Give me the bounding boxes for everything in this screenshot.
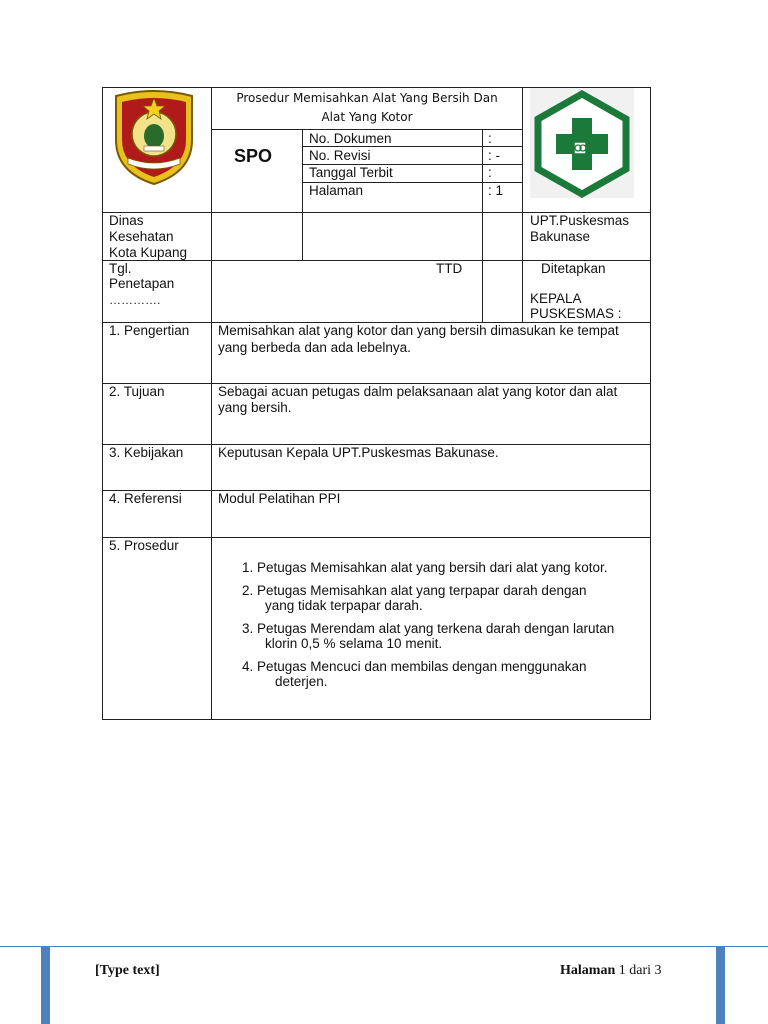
section-text-pengertian-2: yang berbeda dan ada lebelnya. xyxy=(218,340,411,355)
footer-rule xyxy=(0,940,768,1024)
section-label-kebijakan: 3. Kebijakan xyxy=(109,445,184,460)
ditetapkan-label: Ditetapkan xyxy=(541,261,606,276)
title-line-2: Alat Yang Kotor xyxy=(321,110,413,124)
procedure-step-3-line-1: 3. Petugas Merendam alat yang terkena darah dengan larutan xyxy=(242,621,615,636)
section-label-pengertian: 1. Pengertian xyxy=(109,323,190,338)
meta-label-dokumen: No. Dokumen xyxy=(309,131,392,146)
section-text-kebijakan: Keputusan Kepala UPT.Puskesmas Bakunase. xyxy=(218,445,499,460)
meta-label-tanggal: Tanggal Terbit xyxy=(309,165,393,180)
procedure-step-1: 1. Petugas Memisahkan alat yang bersih dari alat yang kotor. xyxy=(242,560,608,575)
title-line-1: Prosedur Memisahkan Alat Yang Bersih Dan xyxy=(236,91,498,105)
puskesmas-cross-logo-icon xyxy=(530,88,634,198)
section-label-tujuan: 2. Tujuan xyxy=(109,384,165,399)
upt-line-1: UPT.Puskesmas xyxy=(530,213,630,228)
meta-value-revisi: : - xyxy=(488,148,500,163)
section-text-pengertian-1: Memisahkan alat yang kotor dan yang bersih dimasukan ke tempat xyxy=(218,323,619,338)
procedure-step-2-line-1: 2. Petugas Memisahkan alat yang terpapar darah dengan xyxy=(242,583,587,598)
tgl-line-3: …………. xyxy=(109,293,161,307)
kepala-line-1: KEPALA xyxy=(530,291,582,306)
section-text-referensi: Modul Pelatihan PPI xyxy=(218,491,341,506)
section-label-referensi: 4. Referensi xyxy=(109,491,182,506)
meta-label-halaman: Halaman xyxy=(309,183,364,198)
tgl-line-1: Tgl. xyxy=(109,261,132,276)
meta-value-dokumen: : xyxy=(488,131,492,146)
tgl-line-2: Penetapan xyxy=(109,276,175,291)
section-text-tujuan-2: yang bersih. xyxy=(218,400,292,415)
footer-page-label: Halaman xyxy=(560,963,616,978)
procedure-step-2-line-2: yang tidak terpapar darah. xyxy=(265,598,423,613)
meta-value-tanggal: : xyxy=(488,165,492,180)
procedure-step-4-line-1: 4. Petugas Mencuci dan membilas dengan menggunakan xyxy=(242,659,587,674)
section-label-prosedur: 5. Prosedur xyxy=(109,538,179,553)
procedure-step-3-line-2: klorin 0,5 % selama 10 menit. xyxy=(265,636,443,651)
spo-label: SPO xyxy=(234,146,273,166)
footer-page-number xyxy=(560,963,662,979)
footer-type-text xyxy=(95,963,160,979)
ttd-label: TTD xyxy=(436,261,463,276)
meta-label-revisi: No. Revisi xyxy=(309,148,371,163)
upt-line-2: Bakunase xyxy=(530,229,591,244)
meta-value-halaman: : 1 xyxy=(488,183,504,198)
procedure-step-4-line-2: deterjen. xyxy=(275,674,328,689)
dinas-line-2: Kesehatan xyxy=(109,229,174,244)
section-text-tujuan-1: Sebagai acuan petugas dalm pelaksanaan alat yang kotor dan alat xyxy=(218,384,618,399)
dinas-line-1: Dinas xyxy=(109,213,144,228)
kota-kupang-emblem-icon xyxy=(108,88,200,188)
kepala-line-2: PUSKESMAS : xyxy=(530,306,622,321)
footer-page-count: 1 dari 3 xyxy=(618,963,662,978)
footer-type-text-label: [Type text] xyxy=(95,963,160,978)
dinas-line-3: Kota Kupang xyxy=(109,245,188,260)
document-title xyxy=(212,89,522,127)
